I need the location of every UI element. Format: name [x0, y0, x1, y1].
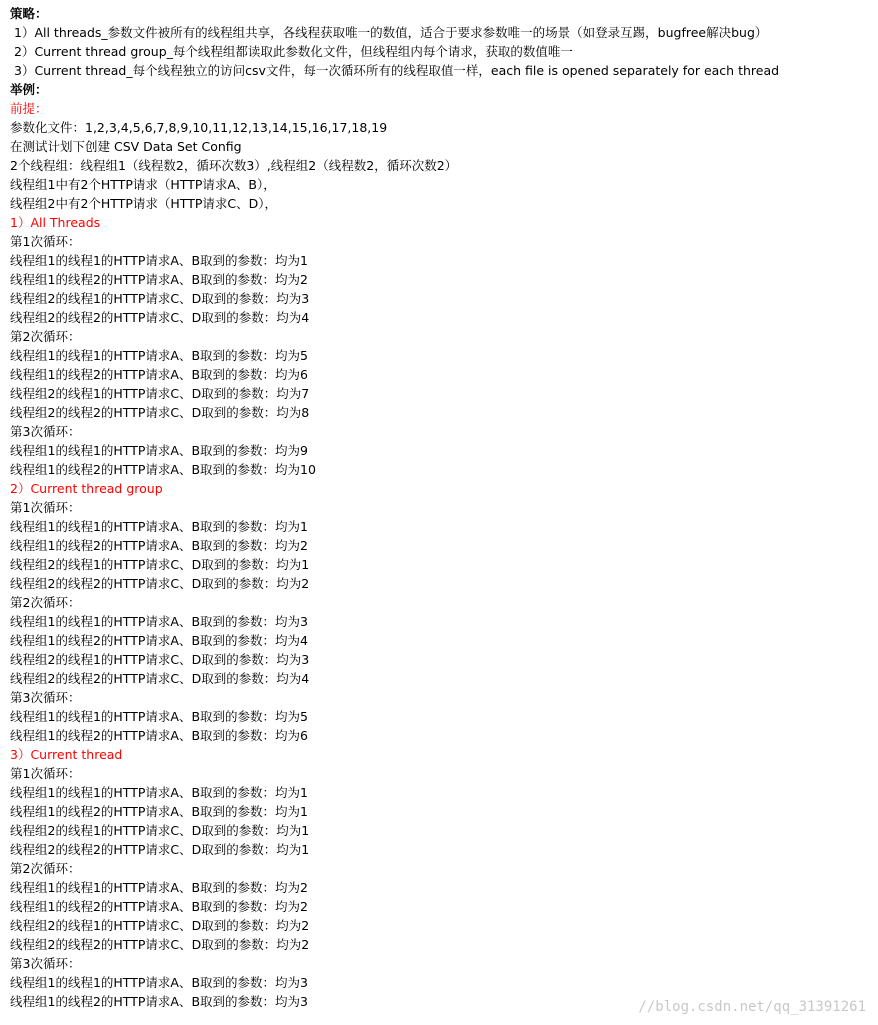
text-line: 线程组2的线程2的HTTP请求C、D取到的参数：均为8 — [10, 405, 310, 420]
text-line: 线程组1的线程2的HTTP请求A、B取到的参数：均为2 — [10, 538, 308, 553]
text-line: 第3次循环： — [10, 690, 81, 705]
text-line: 线程组2的线程1的HTTP请求C、D取到的参数：均为3 — [10, 652, 310, 667]
text-line: 线程组2的线程1的HTTP请求C、D取到的参数：均为7 — [10, 386, 310, 401]
text-line: 线程组1的线程1的HTTP请求A、B取到的参数：均为5 — [10, 709, 308, 724]
text-line: 线程组1的线程1的HTTP请求A、B取到的参数：均为5 — [10, 348, 308, 363]
strategy-item: 1）All threads_参数文件被所有的线程组共享，各线程获取唯一的数值，适合于要求参数唯一的场景（如登录互踢，bugfree解决bug） — [14, 25, 768, 40]
text-line: 线程组2的线程1的HTTP请求C、D取到的参数：均为2 — [10, 918, 310, 933]
highlight-heading: 2）Current thread group — [10, 481, 163, 496]
highlight-heading: 1）All Threads — [10, 215, 101, 230]
text-line: 参数化文件：1,2,3,4,5,6,7,8,9,10,11,12,13,14,15,16,17,18,19 — [10, 120, 388, 135]
text-line: 线程组2中有2个HTTP请求（HTTP请求C、D）， — [10, 196, 277, 211]
strategy-item: 3）Current thread_每个线程独立的访问csv文件，每一次循环所有的线程取值一样，each file is opened separately for each thread — [14, 63, 780, 78]
text-line: 2个线程组：线程组1（线程数2，循环次数3）,线程组2（线程数2，循环次数2） — [10, 158, 458, 173]
strategy-item: 2）Current thread group_每个线程组都读取此参数化文件，但线程组内每个请求，获取的数值唯一 — [14, 44, 573, 59]
text-line: 线程组1的线程2的HTTP请求A、B取到的参数：均为4 — [10, 633, 308, 648]
text-line: 线程组1的线程2的HTTP请求A、B取到的参数：均为6 — [10, 728, 308, 743]
text-line: 第2次循环： — [10, 595, 81, 610]
text-line: 线程组1的线程1的HTTP请求A、B取到的参数：均为2 — [10, 880, 308, 895]
text-line: 线程组2的线程1的HTTP请求C、D取到的参数：均为3 — [10, 291, 310, 306]
text-line: 线程组1的线程1的HTTP请求A、B取到的参数：均为3 — [10, 975, 308, 990]
section-heading: 举例： — [10, 82, 48, 97]
text-line: 线程组2的线程2的HTTP请求C、D取到的参数：均为4 — [10, 310, 310, 325]
text-line: 线程组2的线程2的HTTP请求C、D取到的参数：均为2 — [10, 937, 310, 952]
text-line: 线程组1的线程1的HTTP请求A、B取到的参数：均为9 — [10, 443, 308, 458]
text-line: 第3次循环： — [10, 956, 81, 971]
text-line: 线程组1的线程1的HTTP请求A、B取到的参数：均为3 — [10, 614, 308, 629]
text-line: 线程组1的线程2的HTTP请求A、B取到的参数：均为6 — [10, 367, 308, 382]
text-line: 线程组1的线程2的HTTP请求A、B取到的参数：均为2 — [10, 272, 308, 287]
text-line: 线程组1的线程2的HTTP请求A、B取到的参数：均为1 — [10, 804, 308, 819]
text-line: 第3次循环： — [10, 424, 81, 439]
text-line: 第2次循环： — [10, 861, 81, 876]
text-line: 第1次循环： — [10, 500, 81, 515]
text-line: 线程组2的线程1的HTTP请求C、D取到的参数：均为1 — [10, 823, 310, 838]
text-line: 线程组1的线程2的HTTP请求A、B取到的参数：均为10 — [10, 462, 316, 477]
highlight-heading: 前提： — [10, 101, 48, 116]
text-line: 在测试计划下创建 CSV Data Set Config — [10, 139, 242, 154]
watermark: //blog.csdn.net/qq_31391261 — [638, 999, 866, 1015]
highlight-heading: 3）Current thread — [10, 747, 123, 762]
text-line: 线程组1的线程1的HTTP请求A、B取到的参数：均为1 — [10, 253, 308, 268]
text-line: 第2次循环： — [10, 329, 81, 344]
text-line: 线程组1的线程2的HTTP请求A、B取到的参数：均为3 — [10, 994, 308, 1009]
text-line: 线程组1的线程1的HTTP请求A、B取到的参数：均为1 — [10, 785, 308, 800]
document-body — [10, 4, 870, 1011]
text-line: 线程组2的线程2的HTTP请求C、D取到的参数：均为4 — [10, 671, 310, 686]
section-heading: 策略： — [10, 6, 48, 21]
text-line: 第1次循环： — [10, 766, 81, 781]
text-line: 线程组1的线程2的HTTP请求A、B取到的参数：均为2 — [10, 899, 308, 914]
text-line: 线程组1的线程1的HTTP请求A、B取到的参数：均为1 — [10, 519, 308, 534]
text-line: 线程组2的线程1的HTTP请求C、D取到的参数：均为1 — [10, 557, 310, 572]
text-line: 线程组2的线程2的HTTP请求C、D取到的参数：均为1 — [10, 842, 310, 857]
text-line: 第1次循环： — [10, 234, 81, 249]
text-line: 线程组1中有2个HTTP请求（HTTP请求A、B）， — [10, 177, 276, 192]
text-line: 线程组2的线程2的HTTP请求C、D取到的参数：均为2 — [10, 576, 310, 591]
